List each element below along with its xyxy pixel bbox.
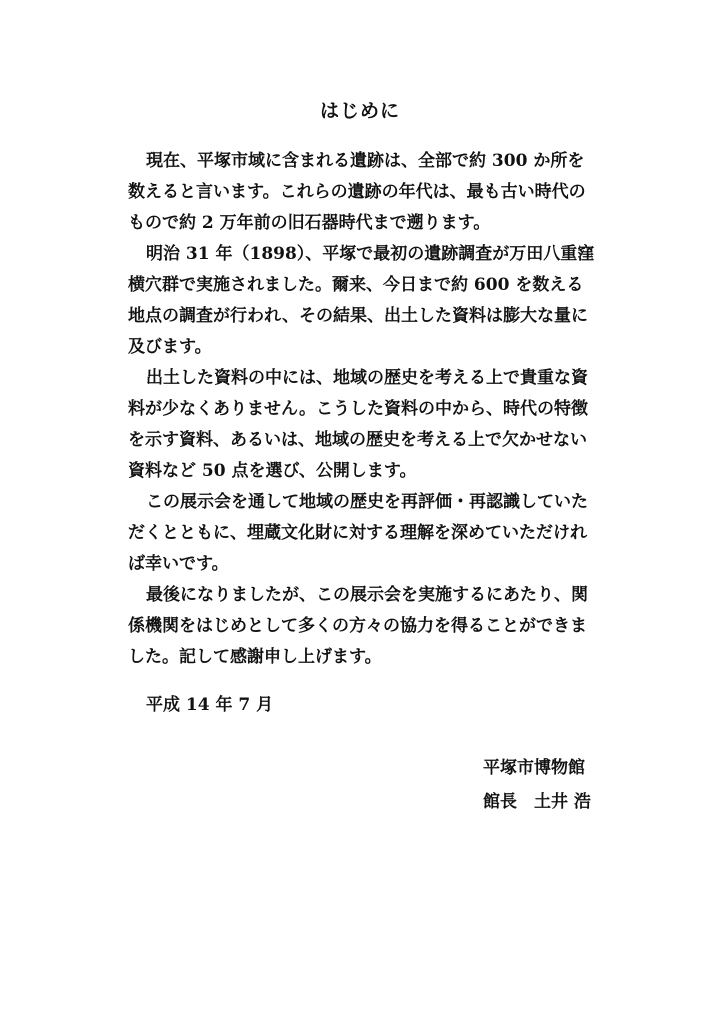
text-line: 係機関をはじめとして多くの方々の協力を得ることができま [128, 616, 587, 636]
text-line: 明治 31 年（1898）、平塚で最初の遺跡調査が万田八重窪 [146, 244, 595, 264]
signature-organization: 平塚市博物館 [483, 758, 585, 778]
paragraph [128, 239, 608, 363]
date-line: 平成 14 年 7 月 [146, 695, 274, 715]
text-line: を示す資料、あるいは、地域の歴史を考える上で欠かせない [128, 430, 587, 450]
text-line: 料が少なくありません。こうした資料の中から、時代の特徴 [128, 399, 589, 419]
signature-name: 館長 土井 浩 [483, 792, 591, 812]
text-line: 現在、平塚市域に含まれる遺跡は、全部で約 300 か所を [146, 151, 585, 171]
text-line: 地点の調査が行われ、その結果、出土した資料は膨大な量に [128, 306, 589, 326]
text-line: だくとともに、埋蔵文化財に対する理解を深めていただけれ [128, 523, 587, 543]
text-line: した。記して感謝申し上げます。 [128, 647, 382, 667]
text-line: 横穴群で実施されました。爾来、今日まで約 600 を数える [128, 275, 584, 295]
paragraph [128, 580, 608, 673]
paragraph [128, 487, 608, 580]
text-line: 及びます。 [128, 337, 212, 357]
page-title: はじめに [319, 100, 400, 122]
text-line: この展示会を通して地域の歴史を再評価・再認識していた [146, 492, 588, 512]
text-line: 出土した資料の中には、地域の歴史を考える上で貴重な資 [146, 368, 588, 388]
text-line: ば幸いです。 [128, 554, 229, 574]
body-text [128, 146, 608, 673]
text-line: 資料など 50 点を選び、公開します。 [128, 461, 417, 481]
paragraph [128, 363, 608, 487]
text-line: 数えると言います。これらの遺跡の年代は、最も古い時代の [128, 182, 586, 202]
paragraph [128, 146, 608, 239]
text-line: 最後になりましたが、この展示会を実施するにあたり、関 [146, 585, 588, 605]
text-line: もので約 2 万年前の旧石器時代まで遡ります。 [128, 213, 491, 233]
